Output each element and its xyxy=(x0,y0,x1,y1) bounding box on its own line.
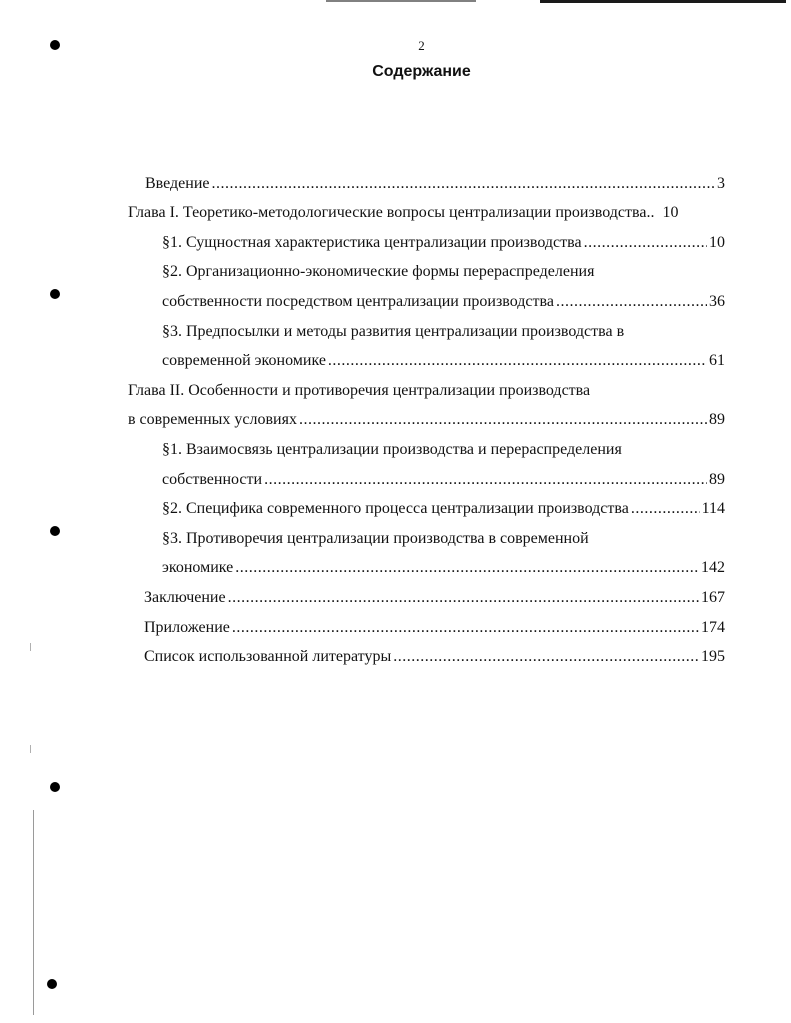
toc-entry-title: Введение xyxy=(145,174,210,192)
punch-hole xyxy=(50,526,60,536)
toc-entry-title-line2: современной экономике xyxy=(162,352,326,370)
scan-edge-mark xyxy=(540,0,786,3)
toc-entry-ch2-section-3[interactable] xyxy=(128,517,725,547)
toc-page-number: 167 xyxy=(701,588,725,606)
toc-entry-ch2-section-3-cont[interactable] xyxy=(128,547,725,577)
toc-page-number: 36 xyxy=(709,292,725,310)
toc-entry-title: Приложение xyxy=(144,618,230,636)
scan-artifact xyxy=(30,745,31,753)
toc-entry-conclusion[interactable] xyxy=(128,576,725,606)
toc-page-number: 3 xyxy=(717,174,725,192)
toc-entry-title-line1: §1. Взаимосвязь централизации производства и перераспределения xyxy=(162,440,622,458)
toc-leader-dots xyxy=(264,472,707,488)
toc-leader-dots xyxy=(299,412,707,428)
toc-entry-title-line2: собственности xyxy=(162,470,263,488)
toc-entry-title-line2: в современных условиях xyxy=(128,411,297,429)
toc-entry-title: Глава I. Теоретико-методологические вопросы централизации производства.. xyxy=(128,204,655,222)
toc-entry-chapter-2-cont[interactable] xyxy=(128,399,725,429)
table-of-contents xyxy=(128,162,725,665)
page-title: Содержание xyxy=(372,63,471,80)
toc-entry-title: Список использованной литературы xyxy=(144,648,392,666)
toc-leader-dots xyxy=(631,501,700,517)
toc-entry-title-line2: собственности посредством централизации производства xyxy=(162,292,554,310)
toc-entry-references[interactable] xyxy=(128,636,725,666)
toc-entry-ch1-section-2[interactable] xyxy=(128,251,725,281)
toc-entry-ch1-section-1[interactable] xyxy=(128,221,725,251)
toc-leader-dots xyxy=(235,560,699,576)
punch-hole xyxy=(47,979,57,989)
toc-entry-title-line1: §3. Предпосылки и методы развития централизации производства в xyxy=(162,322,625,340)
toc-entry-title: §1. Сущностная характеристика централизации производства xyxy=(162,233,582,251)
toc-page-number: 61 xyxy=(709,352,725,370)
toc-entry-ch1-section-3-cont[interactable] xyxy=(128,340,725,370)
toc-entry-title-line1: §2. Организационно-экономические формы перераспределения xyxy=(162,263,595,281)
toc-page-number: 174 xyxy=(701,618,725,636)
toc-leader-dots xyxy=(393,649,699,665)
toc-entry-ch2-section-1[interactable] xyxy=(128,428,725,458)
toc-entry-ch1-section-2-cont[interactable] xyxy=(128,280,725,310)
scan-margin-line xyxy=(33,810,34,1015)
punch-hole xyxy=(50,289,60,299)
toc-page-number: 89 xyxy=(709,470,725,488)
toc-entry-title-line1: §3. Противоречия централизации производства в современной xyxy=(162,529,589,547)
toc-page-number: 10 xyxy=(662,204,679,222)
toc-entry-appendix[interactable] xyxy=(128,606,725,636)
toc-leader-dots xyxy=(328,353,707,369)
scan-edge-mark xyxy=(326,0,476,2)
toc-leader-dots xyxy=(556,294,707,310)
toc-leader-dots xyxy=(232,620,699,636)
toc-entry-title: §2. Специфика современного процесса централизации производства xyxy=(162,500,629,518)
toc-entry-chapter-1[interactable] xyxy=(128,192,725,222)
toc-leader-dots xyxy=(212,176,716,192)
toc-entry-title-line2: экономике xyxy=(162,559,234,577)
toc-page-number: 195 xyxy=(701,648,725,666)
toc-entry-chapter-2[interactable] xyxy=(128,369,725,399)
toc-leader-dots xyxy=(228,590,699,606)
toc-page-number: 10 xyxy=(709,233,725,251)
toc-leader-dots xyxy=(584,235,707,251)
toc-page-number: 114 xyxy=(701,500,725,518)
toc-entry-ch2-section-2[interactable] xyxy=(128,488,725,518)
page-number: 2 xyxy=(418,38,425,53)
toc-entry-title-line1: Глава II. Особенности и противоречия централизации производства xyxy=(128,381,591,399)
toc-entry-introduction[interactable] xyxy=(128,162,725,192)
toc-entry-title: Заключение xyxy=(144,588,226,606)
toc-page-number: 89 xyxy=(709,411,725,429)
toc-entry-ch1-section-3[interactable] xyxy=(128,310,725,340)
toc-page-number: 142 xyxy=(701,559,725,577)
toc-entry-ch2-section-1-cont[interactable] xyxy=(128,458,725,488)
punch-hole xyxy=(50,782,60,792)
scan-artifact xyxy=(30,643,31,651)
